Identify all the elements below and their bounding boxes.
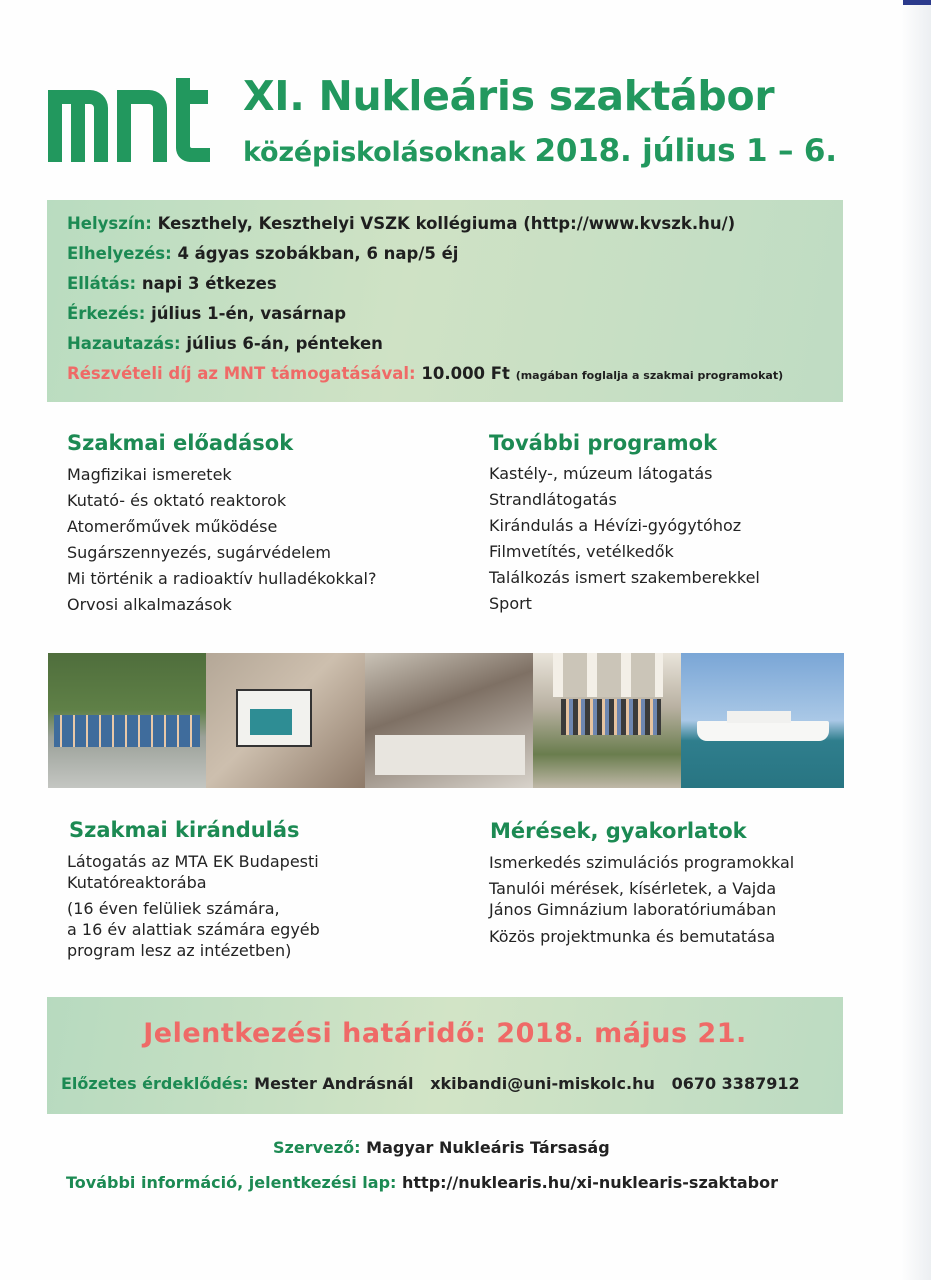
info-value: július 1-én, vasárnap bbox=[151, 304, 347, 323]
info-row-fee bbox=[67, 364, 783, 383]
info-label: Helyszín: bbox=[67, 214, 152, 233]
organizer-label: Szervező: bbox=[273, 1138, 361, 1157]
fee-note: (magában foglalja a szakmai programokat) bbox=[515, 369, 784, 382]
subtitle-date: 2018. július 1 – 6. bbox=[534, 133, 837, 169]
excursion-title: Szakmai kirándulás bbox=[69, 818, 300, 842]
excursion-text bbox=[67, 851, 320, 961]
more-info-label: További információ, jelentkezési lap: bbox=[66, 1173, 397, 1192]
info-box bbox=[47, 200, 843, 402]
list-item: Sport bbox=[489, 594, 532, 613]
info-value: július 6-án, pénteken bbox=[186, 334, 383, 353]
text-line: a 16 év alattiak számára egyéb bbox=[67, 920, 320, 939]
gazebo-group bbox=[561, 699, 661, 735]
page-title: XI. Nukleáris szaktábor bbox=[243, 72, 775, 120]
boat-photo bbox=[681, 653, 844, 788]
deadline-box bbox=[47, 997, 843, 1114]
list-item: Strandlátogatás bbox=[489, 490, 617, 509]
info-row-accommodation bbox=[67, 244, 458, 263]
gazebo-columns bbox=[553, 653, 663, 697]
list-item: Mi történik a radioaktív hulladékokkal? bbox=[67, 569, 377, 588]
list-item: Kastély-, múzeum látogatás bbox=[489, 464, 713, 483]
contact-value: Mester Andrásnál xkibandi@uni-miskolc.hu 0670 3387912 bbox=[254, 1074, 800, 1093]
page-edge-shadow bbox=[901, 0, 931, 1280]
projector-screen bbox=[236, 689, 312, 747]
list-item: Sugárszennyezés, sugárvédelem bbox=[67, 543, 331, 562]
photo-strip bbox=[48, 653, 844, 788]
info-value: 4 ágyas szobákban, 6 nap/5 éj bbox=[177, 244, 459, 263]
list-item: Orvosi alkalmazások bbox=[67, 595, 232, 614]
more-info-line bbox=[66, 1173, 778, 1192]
group-photo bbox=[48, 653, 206, 788]
text-line: Tanulói mérések, kísérletek, a Vajda bbox=[489, 879, 777, 898]
programs-list bbox=[489, 461, 760, 617]
more-info-link[interactable]: http://nuklearis.hu/xi-nuklearis-szaktabor bbox=[402, 1173, 778, 1192]
info-row-arrival bbox=[67, 304, 346, 323]
contact-line bbox=[61, 1074, 800, 1093]
page-subtitle bbox=[243, 133, 837, 169]
fee-label: Részvételi díj az MNT támogatásával: bbox=[67, 364, 416, 383]
gazebo-photo bbox=[533, 653, 681, 788]
lectures-title: Szakmai előadások bbox=[67, 431, 294, 455]
fee-value: 10.000 Ft bbox=[421, 364, 510, 383]
lab-photo bbox=[365, 653, 533, 788]
info-label: Ellátás: bbox=[67, 274, 137, 293]
list-item: Atomerőművek működése bbox=[67, 517, 278, 536]
list-item: Magfizikai ismeretek bbox=[67, 465, 232, 484]
text-line: János Gimnázium laboratóriumában bbox=[489, 900, 777, 919]
text-line: Látogatás az MTA EK Budapesti bbox=[67, 852, 319, 871]
list-item: Kutató- és oktató reaktorok bbox=[67, 491, 287, 510]
group-people bbox=[54, 715, 200, 747]
info-row-meals bbox=[67, 274, 277, 293]
mnt-logo bbox=[48, 78, 210, 162]
text-line: Közös projektmunka és bemutatása bbox=[489, 927, 776, 946]
subtitle-audience: középiskolásoknak bbox=[243, 137, 526, 168]
list-item: Találkozás ismert szakemberekkel bbox=[489, 568, 760, 587]
text-line: Kutatóreaktorába bbox=[67, 873, 207, 892]
organizer-line bbox=[273, 1138, 610, 1157]
list-item: Filmvetítés, vetélkedők bbox=[489, 542, 674, 561]
lab-table bbox=[375, 735, 525, 775]
text-line: Ismerkedés szimulációs programokkal bbox=[489, 853, 795, 872]
list-item: Kirándulás a Hévízi-gyógytóhoz bbox=[489, 516, 742, 535]
measurements-title: Mérések, gyakorlatok bbox=[490, 819, 747, 843]
info-value: Keszthely, Keszthelyi VSZK kollégiuma (http://www.kvszk.hu/) bbox=[157, 214, 736, 233]
programs-title: További programok bbox=[489, 431, 718, 455]
text-line: program lesz az intézetben) bbox=[67, 941, 292, 960]
info-row-location bbox=[67, 214, 735, 233]
info-row-departure bbox=[67, 334, 383, 353]
info-label: Érkezés: bbox=[67, 304, 146, 323]
text-line: (16 éven felüliek számára, bbox=[67, 899, 280, 918]
contact-label: Előzetes érdeklődés: bbox=[61, 1074, 249, 1093]
info-label: Hazautazás: bbox=[67, 334, 181, 353]
deadline-title: Jelentkezési határidő: 2018. május 21. bbox=[143, 1018, 747, 1049]
corner-mark bbox=[903, 0, 931, 5]
info-value: napi 3 étkezes bbox=[141, 274, 277, 293]
lecture-photo bbox=[206, 653, 365, 788]
organizer-value: Magyar Nukleáris Társaság bbox=[366, 1138, 610, 1157]
lectures-list bbox=[67, 462, 377, 618]
info-label: Elhelyezés: bbox=[67, 244, 172, 263]
measurements-text bbox=[489, 852, 794, 947]
boat bbox=[697, 721, 829, 741]
